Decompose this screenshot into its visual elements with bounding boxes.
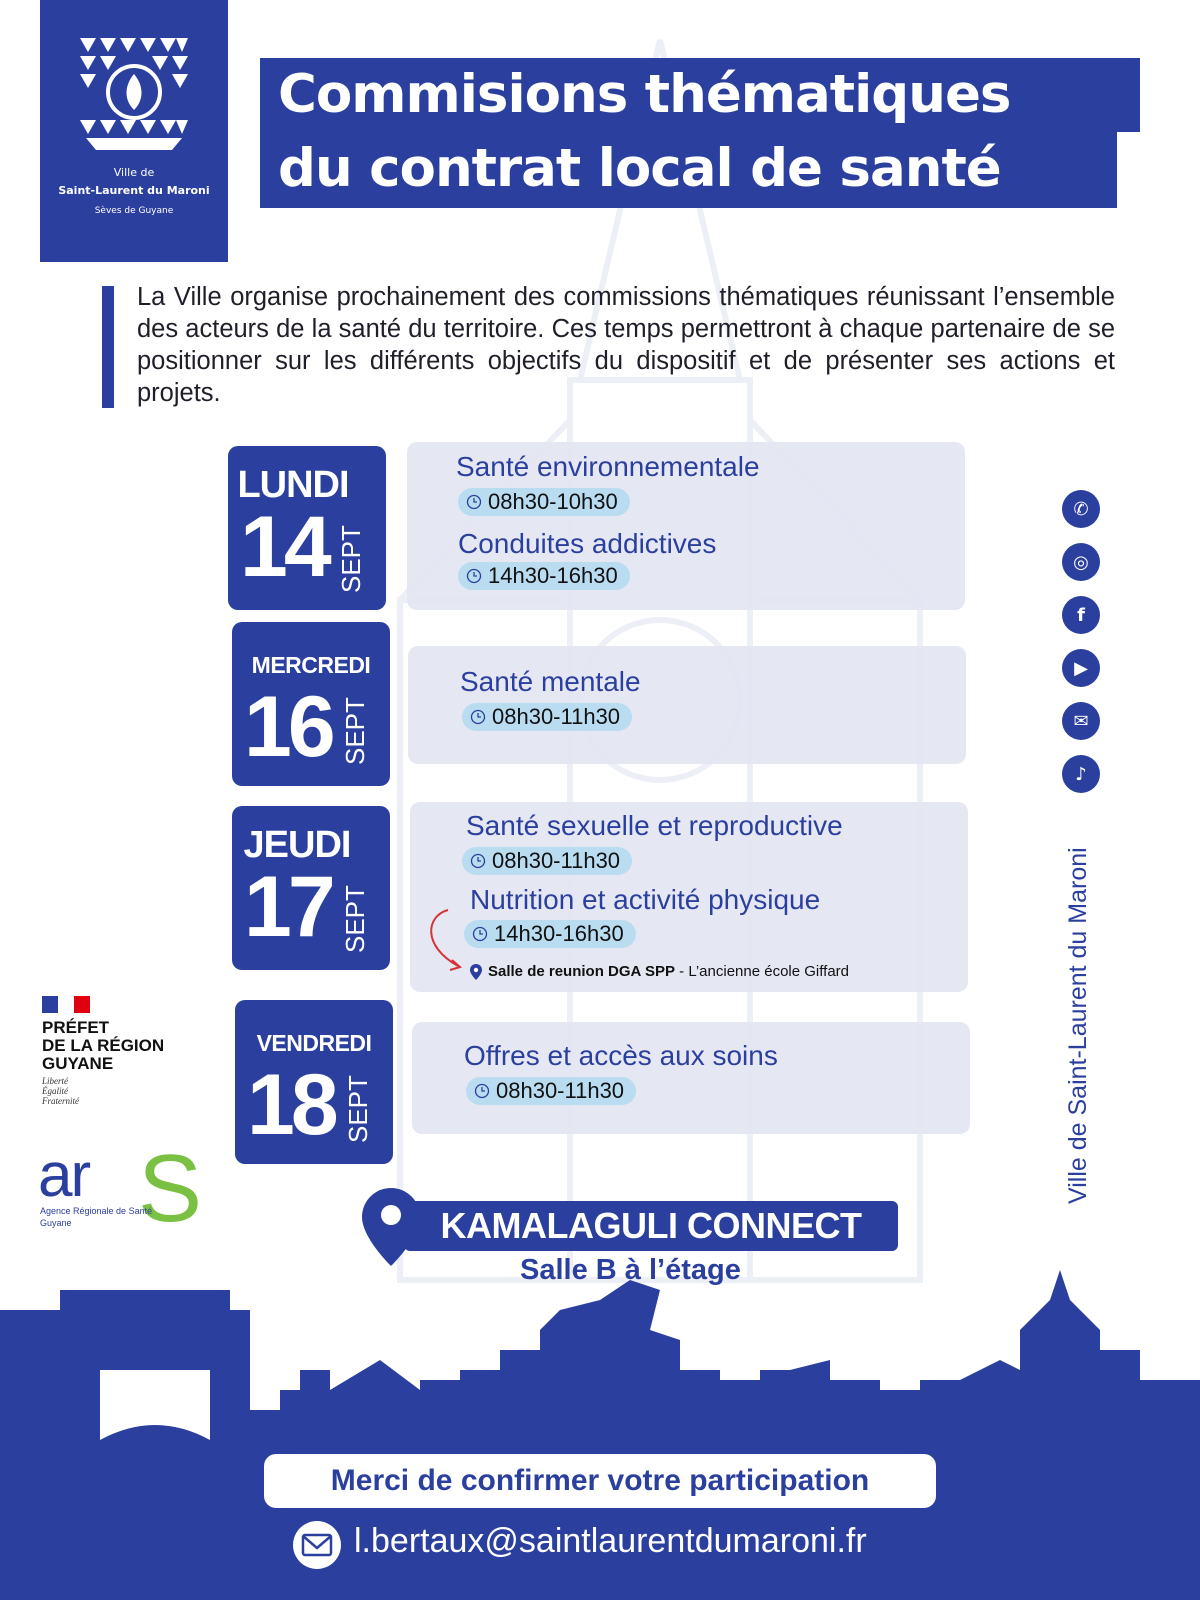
prefet-logo xyxy=(42,996,202,1106)
clock-icon xyxy=(472,926,488,942)
time-pill xyxy=(462,703,632,731)
clock-icon xyxy=(466,494,482,510)
chat-icon[interactable]: ✉ xyxy=(1062,702,1100,740)
youtube-icon[interactable]: ▶ xyxy=(1062,649,1100,687)
day-card-mercredi xyxy=(232,622,390,786)
clock-icon xyxy=(466,568,482,584)
session-title: Santé mentale xyxy=(460,666,641,697)
day-number: 17 xyxy=(244,859,332,955)
ars-logo xyxy=(38,1135,203,1242)
time-pill xyxy=(462,847,632,875)
social-icons xyxy=(1062,490,1102,808)
room-name: Salle de reunion DGA SPP xyxy=(488,963,675,980)
day-name: VENDREDI xyxy=(256,1030,372,1056)
time-text: 14h30-16h30 xyxy=(494,921,624,946)
city-logo xyxy=(40,0,228,262)
ars-s-letter: S xyxy=(138,1135,203,1242)
time-text: 08h30-11h30 xyxy=(492,848,621,873)
day-number: 14 xyxy=(240,499,328,595)
day-month: SEPT xyxy=(343,1075,373,1143)
room-detail: - L’ancienne école Giffard xyxy=(675,963,850,980)
day-month: SEPT xyxy=(340,697,370,765)
day-number: 18 xyxy=(247,1057,335,1153)
intro-accent-bar xyxy=(102,286,114,408)
logo-text-tagline: Sèves de Guyane xyxy=(94,206,174,216)
page-title-line-1: Commisions thématiques xyxy=(260,58,1140,132)
city-emblem-icon xyxy=(76,34,192,156)
prefet-line-3: GUYANE xyxy=(42,1054,114,1073)
session-title: Nutrition et activité physique xyxy=(470,884,821,915)
time-text: 08h30-10h30 xyxy=(488,489,618,514)
session-title: Conduites addictives xyxy=(458,528,717,559)
logo-text-city: Saint-Laurent du Maroni xyxy=(58,184,210,197)
session-title: Offres et accès aux soins xyxy=(464,1040,778,1071)
day-number: 16 xyxy=(244,679,332,775)
room-info xyxy=(470,963,849,980)
day-card-jeudi xyxy=(232,806,390,970)
clock-icon xyxy=(474,1083,490,1099)
ars-subtitle: Agence Régionale de Santé xyxy=(40,1206,153,1216)
day-card-vendredi xyxy=(235,1000,393,1164)
location-detail: Salle B à l’étage xyxy=(520,1254,741,1286)
time-pill xyxy=(466,1077,636,1105)
confirm-participation-banner: Merci de confirmer votre participation xyxy=(264,1454,936,1508)
mail-icon xyxy=(292,1520,342,1570)
motto-fraternite: Fraternité xyxy=(42,1096,79,1106)
time-pill xyxy=(464,920,636,948)
day-name: MERCREDI xyxy=(251,652,371,678)
clock-icon xyxy=(470,709,486,725)
time-text: 08h30-11h30 xyxy=(496,1078,625,1103)
prefet-line-1: PRÉFET xyxy=(42,1018,110,1037)
day-name: LUNDI xyxy=(237,464,349,506)
day-card-lundi xyxy=(228,446,386,610)
clock-icon xyxy=(470,853,486,869)
ars-wordmark: ar xyxy=(38,1141,90,1210)
ars-region: Guyane xyxy=(40,1218,72,1228)
logo-text-ville: Ville de xyxy=(113,166,155,179)
motto-liberte: Liberté xyxy=(42,1076,68,1086)
red-arrow-icon xyxy=(420,906,470,976)
whatsapp-icon[interactable]: ✆ xyxy=(1062,490,1100,528)
session-title: Santé environnementale xyxy=(456,451,760,482)
map-pin-icon xyxy=(470,964,482,980)
page-title-line-2: du contrat local de santé xyxy=(260,132,1117,208)
french-flag-icon xyxy=(42,996,90,1013)
location-name: KAMALAGULI CONNECT xyxy=(404,1201,898,1251)
facebook-icon[interactable]: f xyxy=(1062,596,1100,634)
time-text: 14h30-16h30 xyxy=(488,563,618,588)
motto-egalite: Égalité xyxy=(42,1086,68,1096)
session-title: Santé sexuelle et reproductive xyxy=(466,810,843,841)
prefet-line-2: DE LA RÉGION xyxy=(42,1036,165,1055)
tiktok-icon[interactable]: ♪ xyxy=(1062,755,1100,793)
vertical-city-name: Ville de Saint-Laurent du Maroni xyxy=(1064,847,1092,1205)
contact-email-link[interactable]: l.bertaux@saintlaurentdumaroni.fr xyxy=(354,1522,867,1560)
time-pill xyxy=(458,488,630,516)
time-text: 08h30-11h30 xyxy=(492,704,621,729)
intro-paragraph: La Ville organise prochainement des commissions thématiques réunissant l’ensemble des acteurs de la santé du territoire. Ces temps permettront à chaque partenaire de se positionner sur les différents objectifs du dispositif et de présenter ses actions et projets. xyxy=(137,283,1115,407)
day-name: JEUDI xyxy=(243,824,351,866)
day-month: SEPT xyxy=(336,525,366,593)
day-month: SEPT xyxy=(340,885,370,953)
time-pill xyxy=(458,562,630,590)
instagram-icon[interactable]: ◎ xyxy=(1062,543,1100,581)
